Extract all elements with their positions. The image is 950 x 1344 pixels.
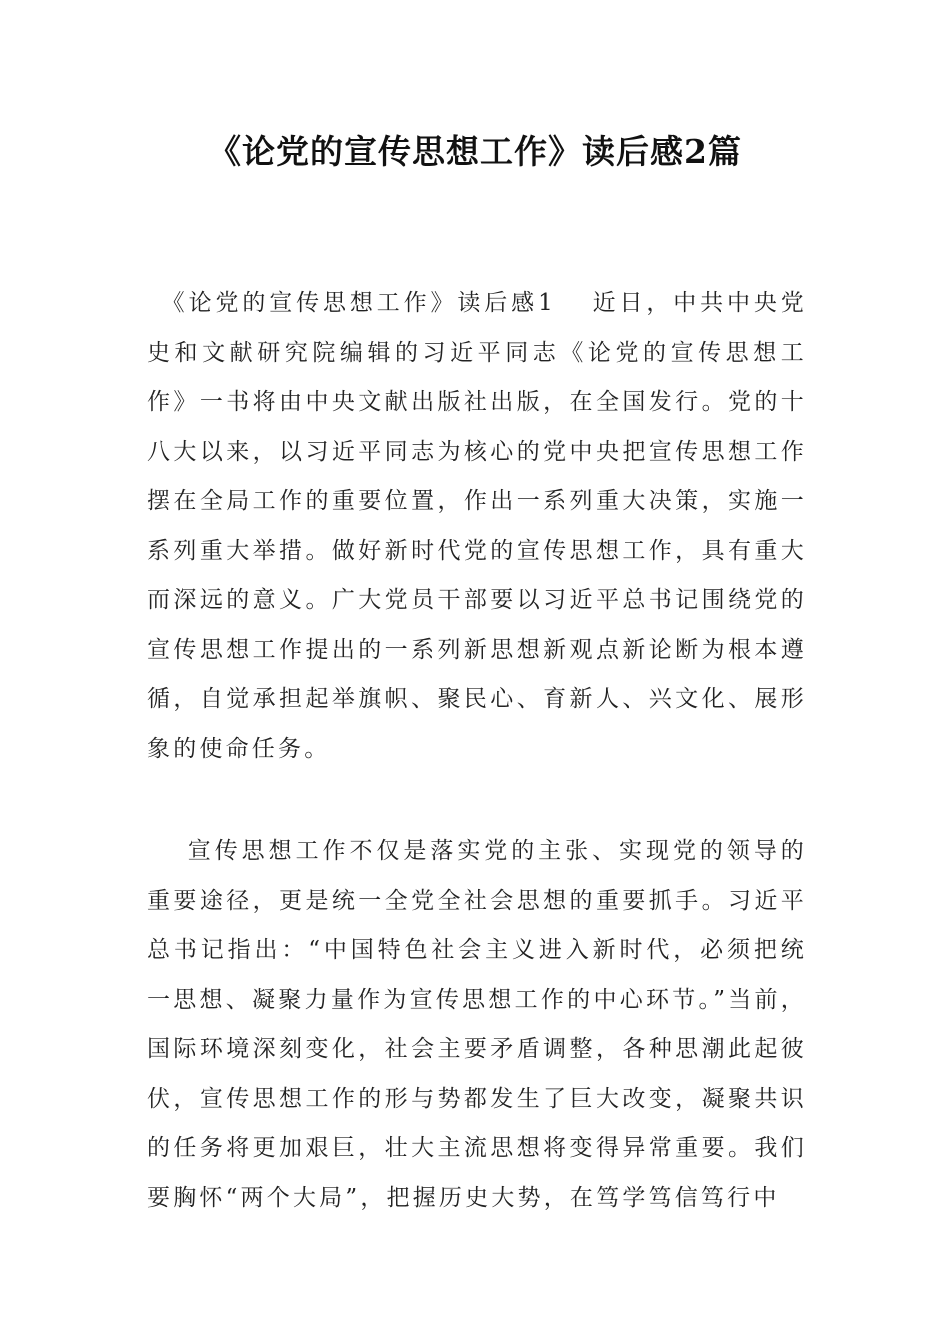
paragraph-1	[147, 279, 807, 774]
paragraph-2-text: 宣传思想工作不仅是落实党的主张、实现党的领导的重要途径，更是统一全党全社会思想的重要抓手。习近平总书记指出：“中国特色社会主义进入新时代，必须把统一思想、凝聚力量作为宣传思想工作的中心环节。”当前，国际环境深刻变化，社会主要矛盾调整，各种思潮此起彼伏，宣传思想工作的形与势都发生了巨大改变，凝聚共识的任务将更加艰巨，壮大主流思想将变得异常重要。我们要胸怀“两个大局”，把握历史大势，在笃学笃信笃行中	[147, 838, 807, 1211]
paragraph-2	[147, 827, 807, 1223]
paragraph-1-text: 近日，中共中央党史和文献研究院编辑的习近平同志《论党的宣传思想工作》一书将由中央文献出版社出版，在全国发行。党的十八大以来，以习近平同志为核心的党中央把宣传思想工作摆在全局工作的重要位置，作出一系列重大决策，实施一系列重大举措。做好新时代党的宣传思想工作，具有重大而深远的意义。广大党员干部要以习近平总书记围绕党的宣传思想工作提出的一系列新思想新观点新论断为根本遵循，自觉承担起举旗帜、聚民心、育新人、兴文化、展形象的使命任务。	[147, 290, 807, 762]
paragraph-1-heading: 《论党的宣传思想工作》读后感1	[161, 290, 556, 316]
document-title: 《论党的宣传思想工作》读后感2篇	[208, 132, 742, 171]
